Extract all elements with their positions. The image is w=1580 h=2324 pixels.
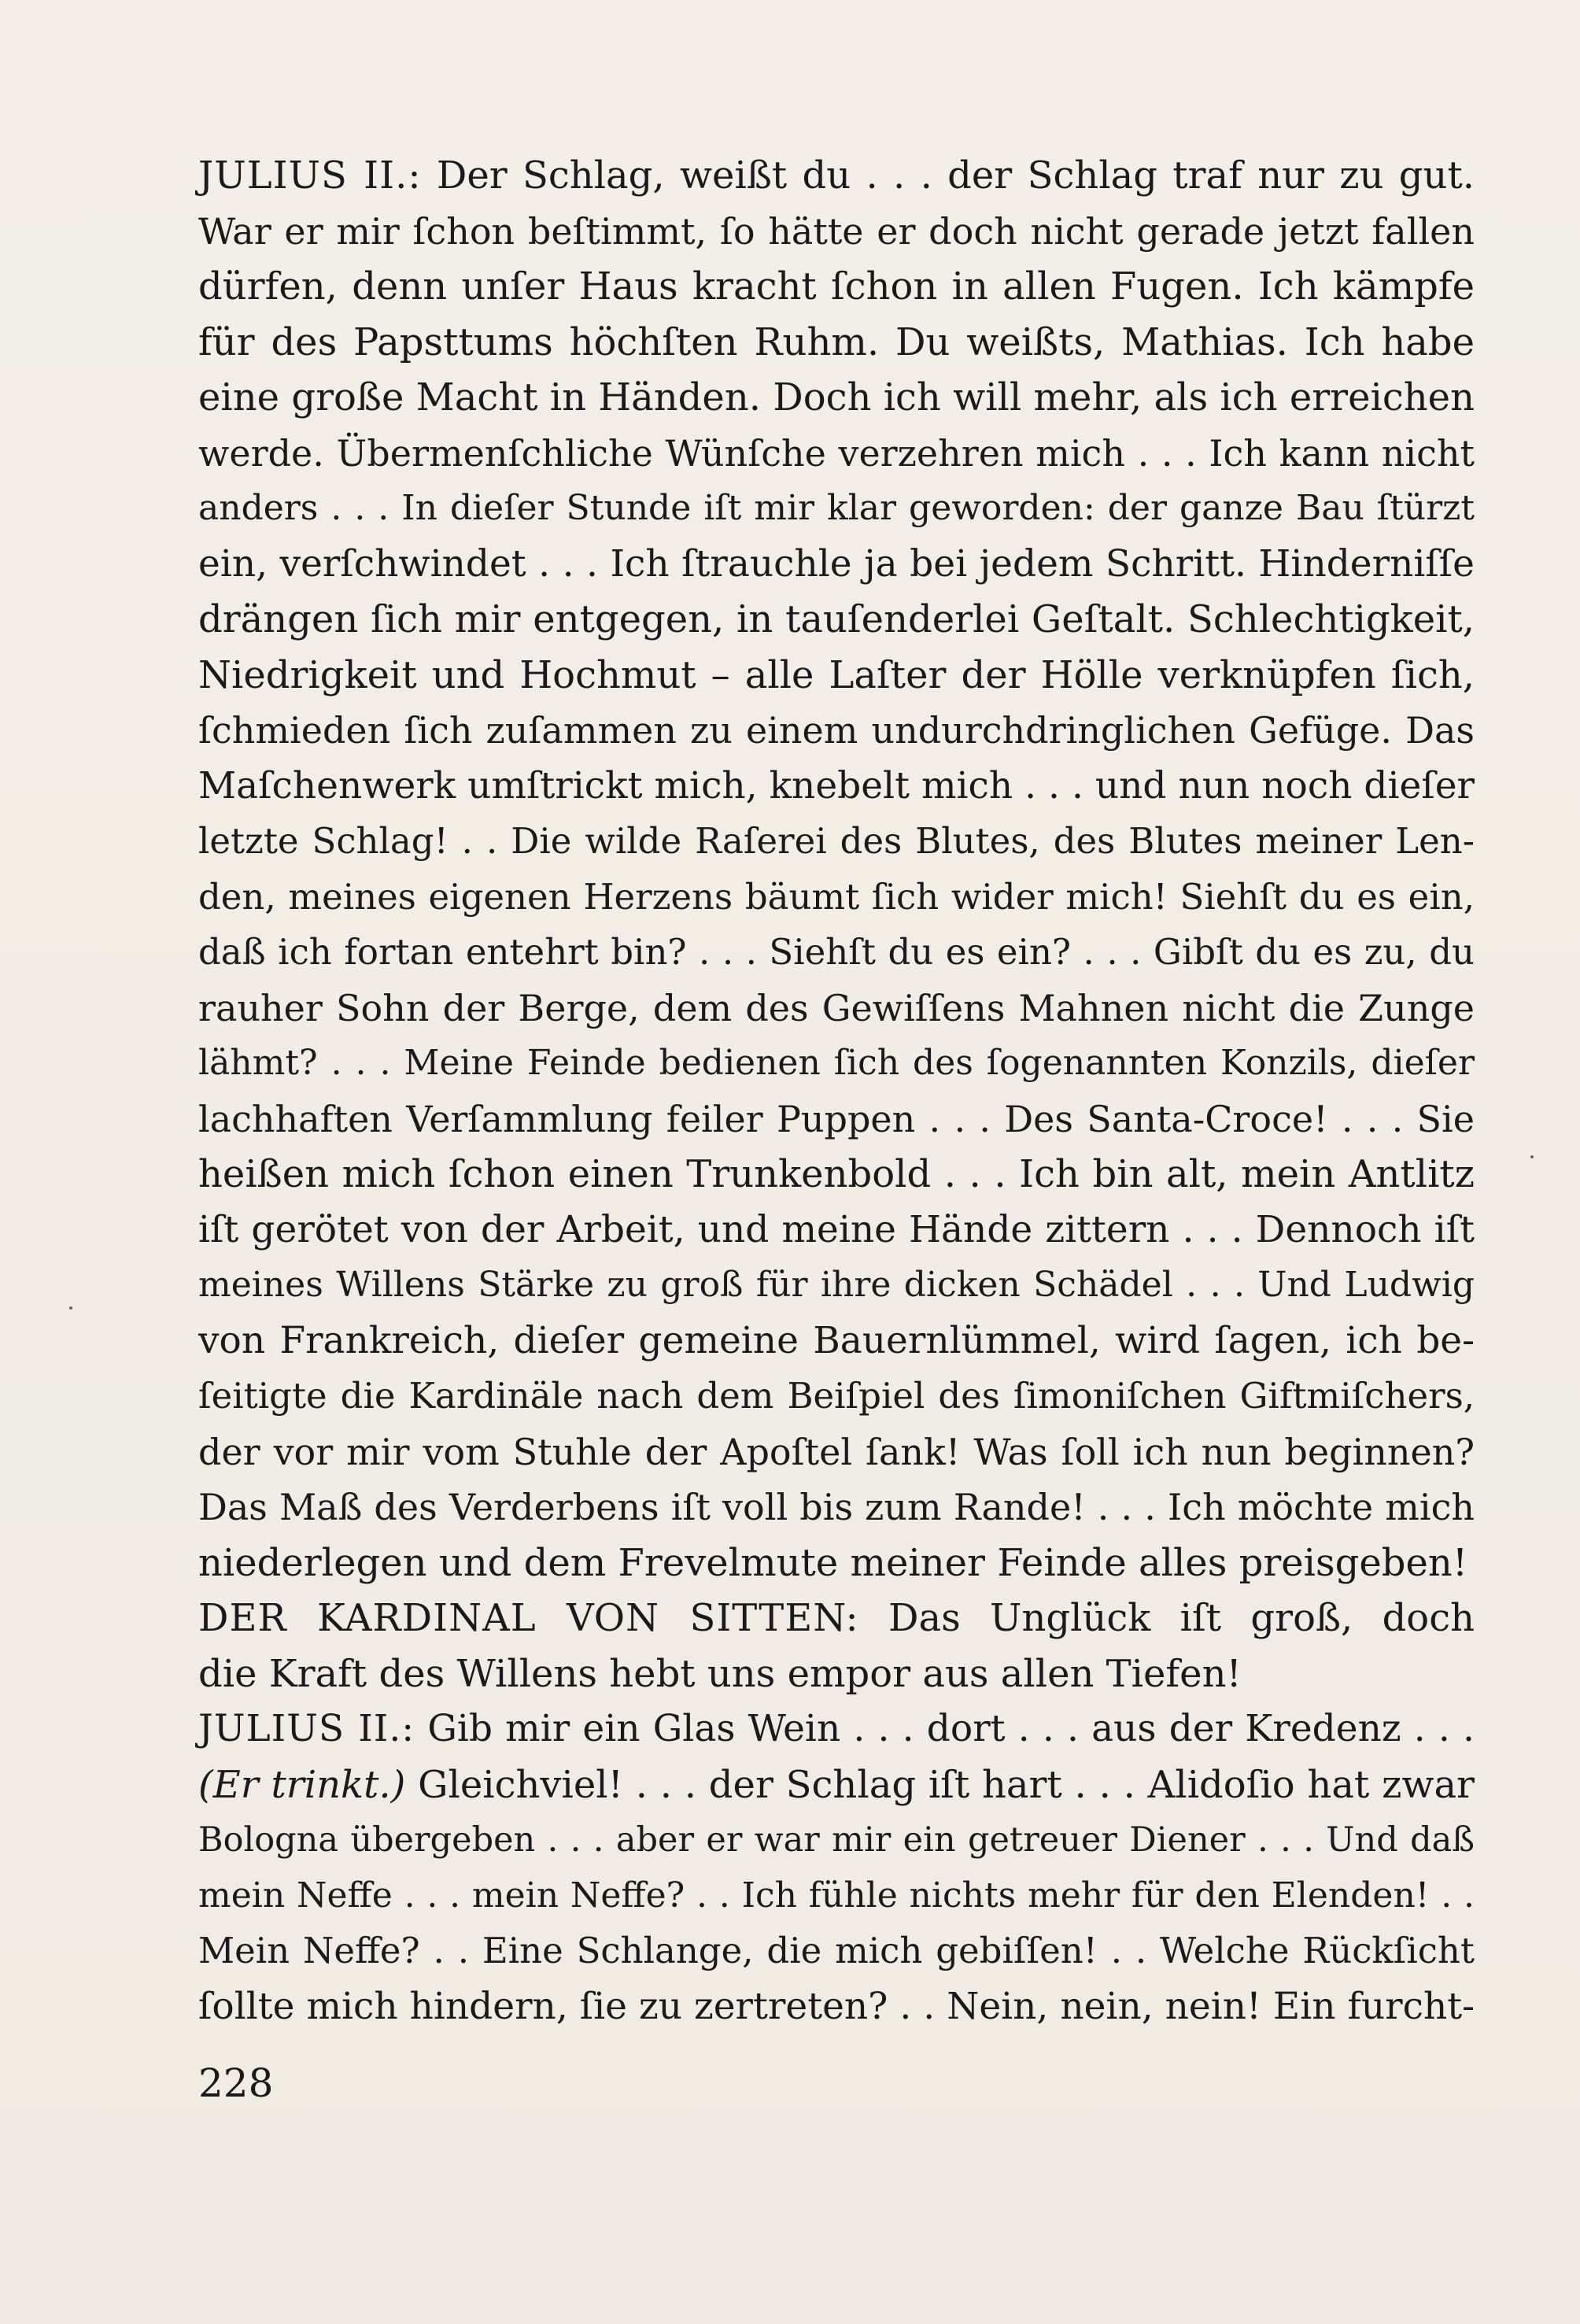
text-line (198, 648, 1475, 704)
text-line (198, 1757, 1475, 1813)
drama-text (198, 148, 1475, 2034)
text-line (198, 1313, 1475, 1369)
line-text: War er mir ſchon beſtimmt, ſo hätte er doch nicht gerade jetzt fallen (198, 209, 1475, 253)
text-line (198, 759, 1475, 815)
text-line (198, 1036, 1475, 1092)
line-text: anders . . . In dieſer Stunde iſt mir klar geworden: der ganze Bau ſtürzt (198, 488, 1475, 528)
text-line (198, 1203, 1475, 1258)
line-text: eine große Macht in Händen. Doch ich will mehr, als ich erreichen (198, 375, 1475, 419)
text-line (198, 370, 1475, 426)
line-text: Gleichviel! . . . der Schlag iſt hart . . . Alidoſio hat zwar (405, 1762, 1475, 1807)
text-line (198, 592, 1475, 648)
page-number: 228 (198, 2060, 274, 2106)
text-line (198, 148, 1475, 204)
line-text: iſt gerötet von der Arbeit, und meine Hände zittern . . . Dennoch iſt (198, 1207, 1475, 1251)
text-line (198, 1591, 1475, 1646)
text-line (198, 1424, 1475, 1480)
text-line (198, 981, 1475, 1036)
line-text: Bologna übergeben . . . aber er war mir ein getreuer Diener . . . Und daß (198, 1820, 1475, 1860)
line-text: ein, verſchwindet . . . Ich ſtrauchle ja bei jedem Schritt. Hinderniſſe (198, 541, 1475, 586)
paper-speck (69, 1306, 72, 1310)
line-text: lähmt? . . . Meine Feinde bedienen ſich des ſogenannten Konzils, dieſer (198, 1043, 1475, 1083)
line-text: niederlegen und dem Frevelmute meiner Feinde alles preisgeben! (198, 1540, 1468, 1585)
stage-direction: (Er trinkt.) (198, 1762, 406, 1807)
line-text: ſchmieden ſich zuſammen zu einem undurchdringlichen Gefüge. Das (198, 709, 1475, 752)
text-line (198, 315, 1475, 371)
line-text: Das Maß des Verderbens iſt voll bis zum Rande! . . . Ich möchte mich (198, 1486, 1475, 1528)
line-text: ſollte mich hindern, ſie zu zertreten? . . Nein, nein, nein! Ein furcht- (198, 1984, 1475, 2028)
speaker-name: JULIUS II.: (198, 153, 422, 198)
line-text: Gib mir ein Glas Wein . . . dort . . . aus der Kredenz . . . (415, 1707, 1475, 1750)
text-line (198, 1369, 1475, 1424)
text-line (198, 1923, 1475, 1979)
line-text: Das Unglück iſt groß, doch (858, 1596, 1475, 1640)
line-text: mein Neffe . . . mein Neffe? . . Ich fühle nichts mehr für den Elenden! . . (198, 1875, 1475, 1916)
line-text: meines Willens Stärke zu groß für ihre dicken Schädel . . . Und Ludwig (198, 1265, 1475, 1305)
line-text: Niedrigkeit und Hochmut – alle Laſter der Hölle verknüpfen ſich, (198, 652, 1475, 697)
text-line (198, 814, 1475, 870)
text-line (198, 1535, 1475, 1591)
speaker-name: DER KARDINAL VON SITTEN: (198, 1596, 859, 1640)
text-line (198, 259, 1475, 315)
text-line (198, 1092, 1475, 1147)
line-text: daß ich fortan entehrt bin? . . . Siehſt du es ein? . . . Gibſt du es zu, du (198, 931, 1475, 973)
line-text: den, meines eigenen Herzens bäumt ſich wider mich! Siehſt du es ein, (198, 875, 1475, 918)
text-line (198, 481, 1475, 537)
line-text: dürfen, denn unſer Haus kracht ſchon in allen Fugen. Ich kämpfe (198, 264, 1475, 309)
text-line (198, 1646, 1475, 1702)
line-text: für des Papsttums höchſten Ruhm. Du weißts, Mathias. Ich habe (198, 320, 1475, 364)
line-text: der vor mir vom Stuhle der Apoſtel ſank! Was ſoll ich nun beginnen? (198, 1430, 1475, 1473)
line-text: von Frankreich, dieſer gemeine Bauernlümmel, wird ſagen, ich be- (198, 1318, 1475, 1362)
speaker-name: JULIUS II.: (198, 1707, 415, 1750)
text-line (198, 1480, 1475, 1535)
text-line (198, 1868, 1475, 1924)
line-text: die Kraft des Willens hebt uns empor aus allen Tiefen! (198, 1651, 1242, 1696)
line-text: werde. Übermenſchliche Wünſche verzehren mich . . . Ich kann nicht (198, 431, 1475, 475)
text-line (198, 703, 1475, 759)
text-line (198, 204, 1475, 260)
text-line (198, 1701, 1475, 1757)
line-text: ſeitigte die Kardinäle nach dem Beiſpiel des ſimoniſchen Giftmiſchers, (198, 1375, 1475, 1417)
line-text: lachhaften Verſammlung feiler Puppen . . . Des Santa-Croce! . . . Sie (198, 1097, 1475, 1140)
line-text: Mein Neffe? . . Eine Schlange, die mich gebiſſen! . . Welche Rückſicht (198, 1930, 1475, 1971)
line-text: letzte Schlag! . . Die wilde Raſerei des Blutes, des Blutes meiner Len- (198, 820, 1475, 862)
line-text: Maſchenwerk umſtrickt mich, knebelt mich . . . und nun noch dieſer (198, 763, 1475, 807)
text-line (198, 537, 1475, 593)
text-line (198, 925, 1475, 981)
paper-speck (1530, 1155, 1534, 1158)
text-line (198, 1147, 1475, 1203)
text-line (198, 1812, 1475, 1868)
line-text: rauher Sohn der Berge, dem des Gewiſſens Mahnen nicht die Zunge (198, 986, 1475, 1029)
text-line (198, 870, 1475, 926)
text-line (198, 426, 1475, 482)
text-line (198, 1258, 1475, 1313)
text-line (198, 1979, 1475, 2035)
line-text: drängen ſich mir entgegen, in tauſenderlei Geſtalt. Schlechtigkeit, (198, 597, 1475, 641)
line-text: Der Schlag, weißt du . . . der Schlag traf nur zu gut. (421, 153, 1475, 198)
line-text: heißen mich ſchon einen Trunkenbold . . . Ich bin alt, mein Antlitz (198, 1152, 1475, 1196)
